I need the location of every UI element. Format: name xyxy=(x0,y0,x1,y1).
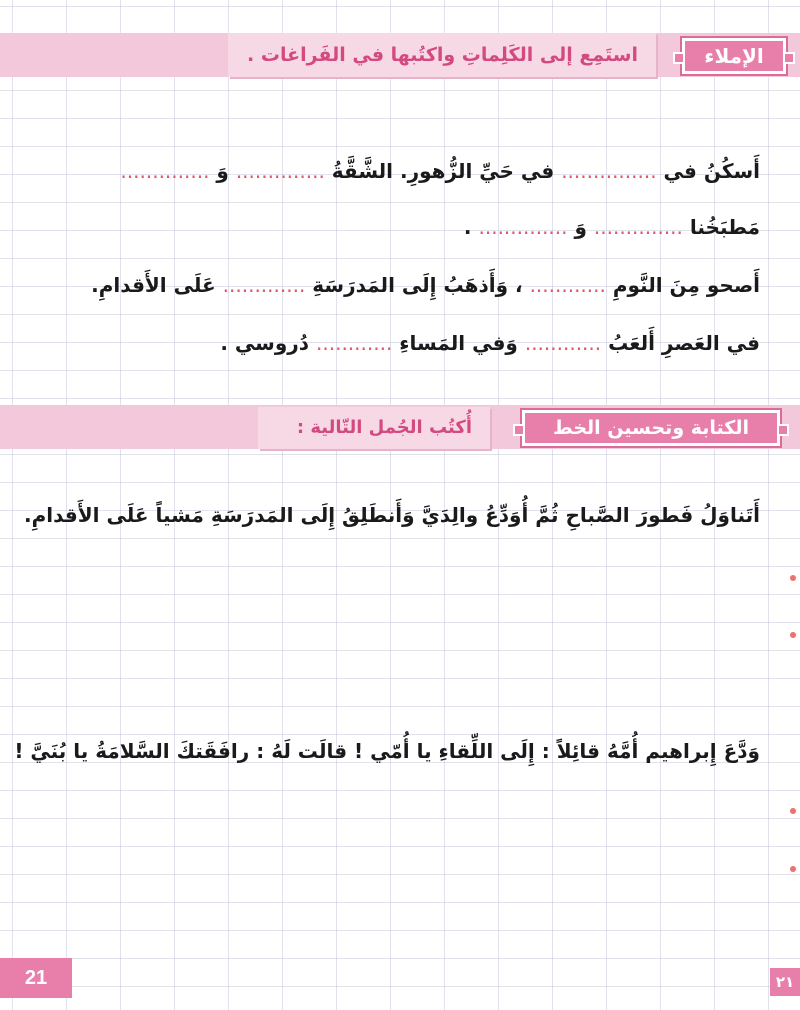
write-line-marker xyxy=(790,632,796,638)
line1-text-1: أَسكُنُ في xyxy=(663,159,760,183)
line3-text-2: ، وَأَذهَبُ إِلَى المَدرَسَةِ xyxy=(312,273,523,297)
blank[interactable]: ............. xyxy=(222,273,306,297)
dictation-title xyxy=(680,36,788,76)
writing-sentence-1 xyxy=(24,500,760,530)
page-number-arabic xyxy=(770,968,800,996)
blank[interactable]: .............. xyxy=(593,215,683,239)
writing-title-text: الكتابة وتحسين الخط xyxy=(553,417,749,439)
writing-instruction: أُكتُب الجُمل التّالية : xyxy=(296,417,472,438)
writing-instruction-box xyxy=(258,407,490,449)
line1-text-2: في حَيِّ الزُّهورِ. الشَّقَّةُ xyxy=(331,159,555,183)
writing-title xyxy=(520,408,782,448)
write-line-marker xyxy=(790,575,796,581)
dictation-instruction-box xyxy=(228,33,656,77)
page-number-latin-text: 21 xyxy=(24,967,48,989)
dictation-line-3 xyxy=(91,270,760,300)
sentence-2-text: وَدَّعَ إِبراهيم أُمَّهُ قائِلاً : إِلَى اللِّقاءِ يا أُمّي ! قالَت لَهُ : رافَقَتكَ السَّلامَةُ يا بُنَيَّ ! xyxy=(14,739,760,763)
line4-text-1: في العَصرِ أَلعَبُ xyxy=(608,331,760,355)
line3-text-3: عَلَى الأَقدامِ. xyxy=(91,273,216,297)
line2-text-1: مَطبَخُنا xyxy=(689,215,760,239)
sentence-1-text: أَتَناوَلُ فَطورَ الصَّباحِ ثُمَّ أُوَدِّعُ والِدَيَّ وَأَنطَلِقُ إِلَى المَدرَسَةِ مَشياً عَلَى الأَقدامِ. xyxy=(24,503,760,527)
writing-sentence-2 xyxy=(14,736,760,766)
dictation-line-1 xyxy=(120,156,760,186)
blank[interactable]: ............ xyxy=(316,331,393,355)
page-number-arabic-text: ٢١ xyxy=(775,973,795,991)
line4-text-2: وَفي المَساءِ xyxy=(399,331,518,355)
blank[interactable]: ............ xyxy=(529,273,606,297)
line1-text-3: وَ xyxy=(216,159,229,183)
line4-text-3: دُروسي . xyxy=(220,331,310,355)
dictation-line-4 xyxy=(220,328,760,358)
blank[interactable]: .............. xyxy=(235,159,325,183)
blank[interactable]: ............ xyxy=(524,331,602,355)
line2-text-3: . xyxy=(463,215,472,239)
page-number-latin xyxy=(0,958,72,998)
dictation-instruction: استَمِع إلى الكَلِماتِ واكتُبها في الفَراغات . xyxy=(247,44,638,66)
line3-text-1: أَصحو مِنَ النَّومِ xyxy=(612,273,760,297)
dictation-title-text: الإملاء xyxy=(704,44,764,68)
dictation-line-2 xyxy=(464,212,760,242)
write-line-marker xyxy=(790,808,796,814)
line2-text-2: وَ xyxy=(574,215,587,239)
write-line-marker xyxy=(790,866,796,872)
blank[interactable]: .............. xyxy=(478,215,568,239)
blank[interactable]: ............... xyxy=(561,159,657,183)
blank[interactable]: .............. xyxy=(120,159,210,183)
